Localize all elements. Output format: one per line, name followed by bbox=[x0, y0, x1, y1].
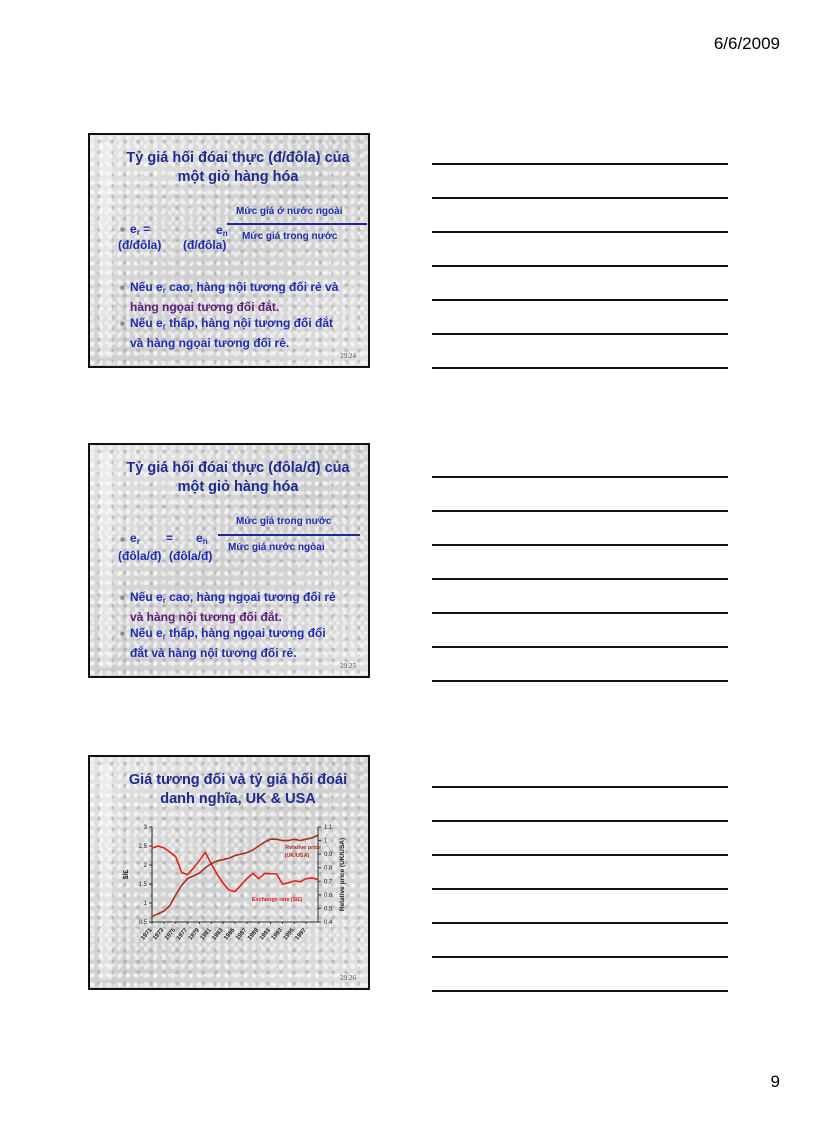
slide-number: 29.25 bbox=[340, 662, 356, 670]
note-line bbox=[432, 990, 728, 992]
note-line bbox=[432, 578, 728, 580]
note-line bbox=[432, 163, 728, 165]
note-line bbox=[432, 510, 728, 512]
bullet-icon: ■ bbox=[120, 535, 125, 544]
header-date: 6/6/2009 bbox=[713, 34, 780, 53]
note-line bbox=[432, 854, 728, 856]
y-tick-label-right: 0.5 bbox=[324, 906, 333, 913]
note-line bbox=[432, 197, 728, 199]
bullet-2: Nếu $e_r$ thấp, hàng ngọai tương đối đắt và hàng nội tương đối rẻ. bbox=[130, 626, 326, 660]
x-tick-label: 1977 bbox=[175, 927, 190, 942]
y-tick-label-right: 1 bbox=[324, 838, 328, 845]
y-axis-label-right: Relative price (UK/USA) bbox=[339, 837, 346, 912]
y-tick-label-right: 0.9 bbox=[324, 852, 333, 859]
formula-unit-left: (đôla/đ) bbox=[118, 549, 162, 563]
formula-er: $e_r$ bbox=[130, 531, 140, 546]
bullet-icon: ■ bbox=[120, 629, 125, 638]
slide-number: 29.26 bbox=[340, 974, 356, 982]
formula-denominator: Mức giá trong nước bbox=[242, 231, 338, 242]
slide-decor-bar bbox=[100, 453, 112, 668]
note-line bbox=[432, 367, 728, 369]
formula-equals: = bbox=[166, 531, 174, 545]
y-tick-label-left: 3 bbox=[143, 825, 147, 831]
slide-2 bbox=[88, 443, 370, 678]
formula-unit-right: (đôla/đ) bbox=[169, 549, 213, 563]
y-tick-label-right: 1.1 bbox=[324, 825, 333, 831]
note-line bbox=[432, 680, 728, 682]
x-tick-label: 1973 bbox=[152, 927, 166, 942]
slide-3 bbox=[88, 755, 370, 990]
y-tick-label-left: 1.5 bbox=[138, 882, 147, 888]
x-tick-label: 1989 bbox=[247, 927, 261, 942]
formula-denominator: Mức giá nước ngòai bbox=[228, 542, 325, 553]
x-tick-label: 1991 bbox=[258, 927, 273, 942]
bullet-1: Nếu $e_r$ cao, hàng ngọai tương đối rẻ và hàng nội tương đối đắt. bbox=[130, 590, 336, 624]
x-tick-label: 1987 bbox=[235, 927, 249, 942]
note-line bbox=[432, 333, 728, 335]
formula-en: $e_n$ bbox=[216, 223, 228, 238]
note-line bbox=[432, 786, 728, 788]
y-tick-label-left: 1 bbox=[143, 901, 147, 907]
bullet-2: Nếu $e_r$ thấp, hàng nội tương đối đắt và hàng ngọai tương đối rẻ. bbox=[130, 316, 334, 350]
page-number: 9 bbox=[770, 1072, 780, 1091]
note-line bbox=[432, 956, 728, 958]
note-line bbox=[432, 299, 728, 301]
slide-title: Giá tương đối và tỷ giá hối đoái danh nghĩa, UK & USA bbox=[128, 772, 348, 807]
formula-unit-left: (đ/đôla) bbox=[118, 238, 162, 252]
formula-en: $e_n$ bbox=[196, 531, 208, 546]
y-tick-label-left: 0.5 bbox=[138, 920, 147, 926]
slide-decor-bar bbox=[100, 143, 112, 358]
slide-number: 29.24 bbox=[340, 352, 356, 360]
y-tick-label-right: 0.7 bbox=[324, 879, 333, 886]
note-line bbox=[432, 544, 728, 546]
fraction-line bbox=[218, 534, 360, 536]
note-line bbox=[432, 265, 728, 267]
bullet-icon: ■ bbox=[120, 593, 125, 602]
x-tick-label: 1981 bbox=[199, 927, 213, 942]
formula-er: $e_r$ = bbox=[130, 222, 151, 237]
series-label-relative-price: Relative price (UK/USA) bbox=[284, 845, 321, 859]
slide-title: Tỷ giá hối đóai thực (đ/đôla) của một giỏ hàng hóa bbox=[126, 150, 350, 185]
formula-numerator: Mức giá trong nước bbox=[236, 516, 332, 527]
note-line bbox=[432, 922, 728, 924]
x-tick-label: 1995 bbox=[282, 927, 296, 942]
note-line bbox=[432, 231, 728, 233]
chart-relative-price-exchange-rate bbox=[90, 757, 368, 988]
bullet-icon: ■ bbox=[120, 319, 125, 328]
formula-numerator: Mức giá ở nước ngoài bbox=[236, 206, 343, 217]
y-tick-label-right: 0.8 bbox=[324, 865, 333, 872]
x-tick-label: 1983 bbox=[211, 927, 225, 942]
y-tick-label-left: 2 bbox=[143, 863, 147, 869]
note-line bbox=[432, 476, 728, 478]
x-tick-label: 1971 bbox=[140, 927, 154, 942]
note-line bbox=[432, 646, 728, 648]
x-tick-label: 1993 bbox=[270, 927, 284, 942]
fraction-line bbox=[227, 223, 367, 225]
note-line bbox=[432, 612, 728, 614]
bullet-icon: ■ bbox=[120, 225, 125, 234]
y-tick-label-left: 2.5 bbox=[138, 844, 147, 850]
bullet-icon: ■ bbox=[120, 283, 125, 292]
note-line bbox=[432, 888, 728, 890]
formula-unit-right: (đ/đôla) bbox=[183, 238, 227, 252]
y-tick-label-right: 0.4 bbox=[324, 920, 333, 926]
x-tick-label: 1997 bbox=[294, 927, 308, 942]
y-tick-label-right: 0.6 bbox=[324, 892, 333, 899]
x-tick-label: 1985 bbox=[223, 927, 237, 942]
slide-1 bbox=[88, 133, 370, 368]
note-line bbox=[432, 820, 728, 822]
bullet-1: Nếu $e_r$ cao, hàng nội tương đối rẻ và hàng ngọai tương đối đắt. bbox=[130, 280, 339, 314]
y-axis-label-left: $/£ bbox=[123, 869, 130, 880]
series-label-exchange-rate: Exchange rate ($/£) bbox=[251, 897, 303, 903]
x-tick-label: 1975 bbox=[164, 927, 178, 942]
x-tick-label: 1979 bbox=[187, 927, 201, 942]
slide-title: Tỷ giá hối đóai thực (đôla/đ) của một giỏ hàng hóa bbox=[126, 460, 350, 495]
